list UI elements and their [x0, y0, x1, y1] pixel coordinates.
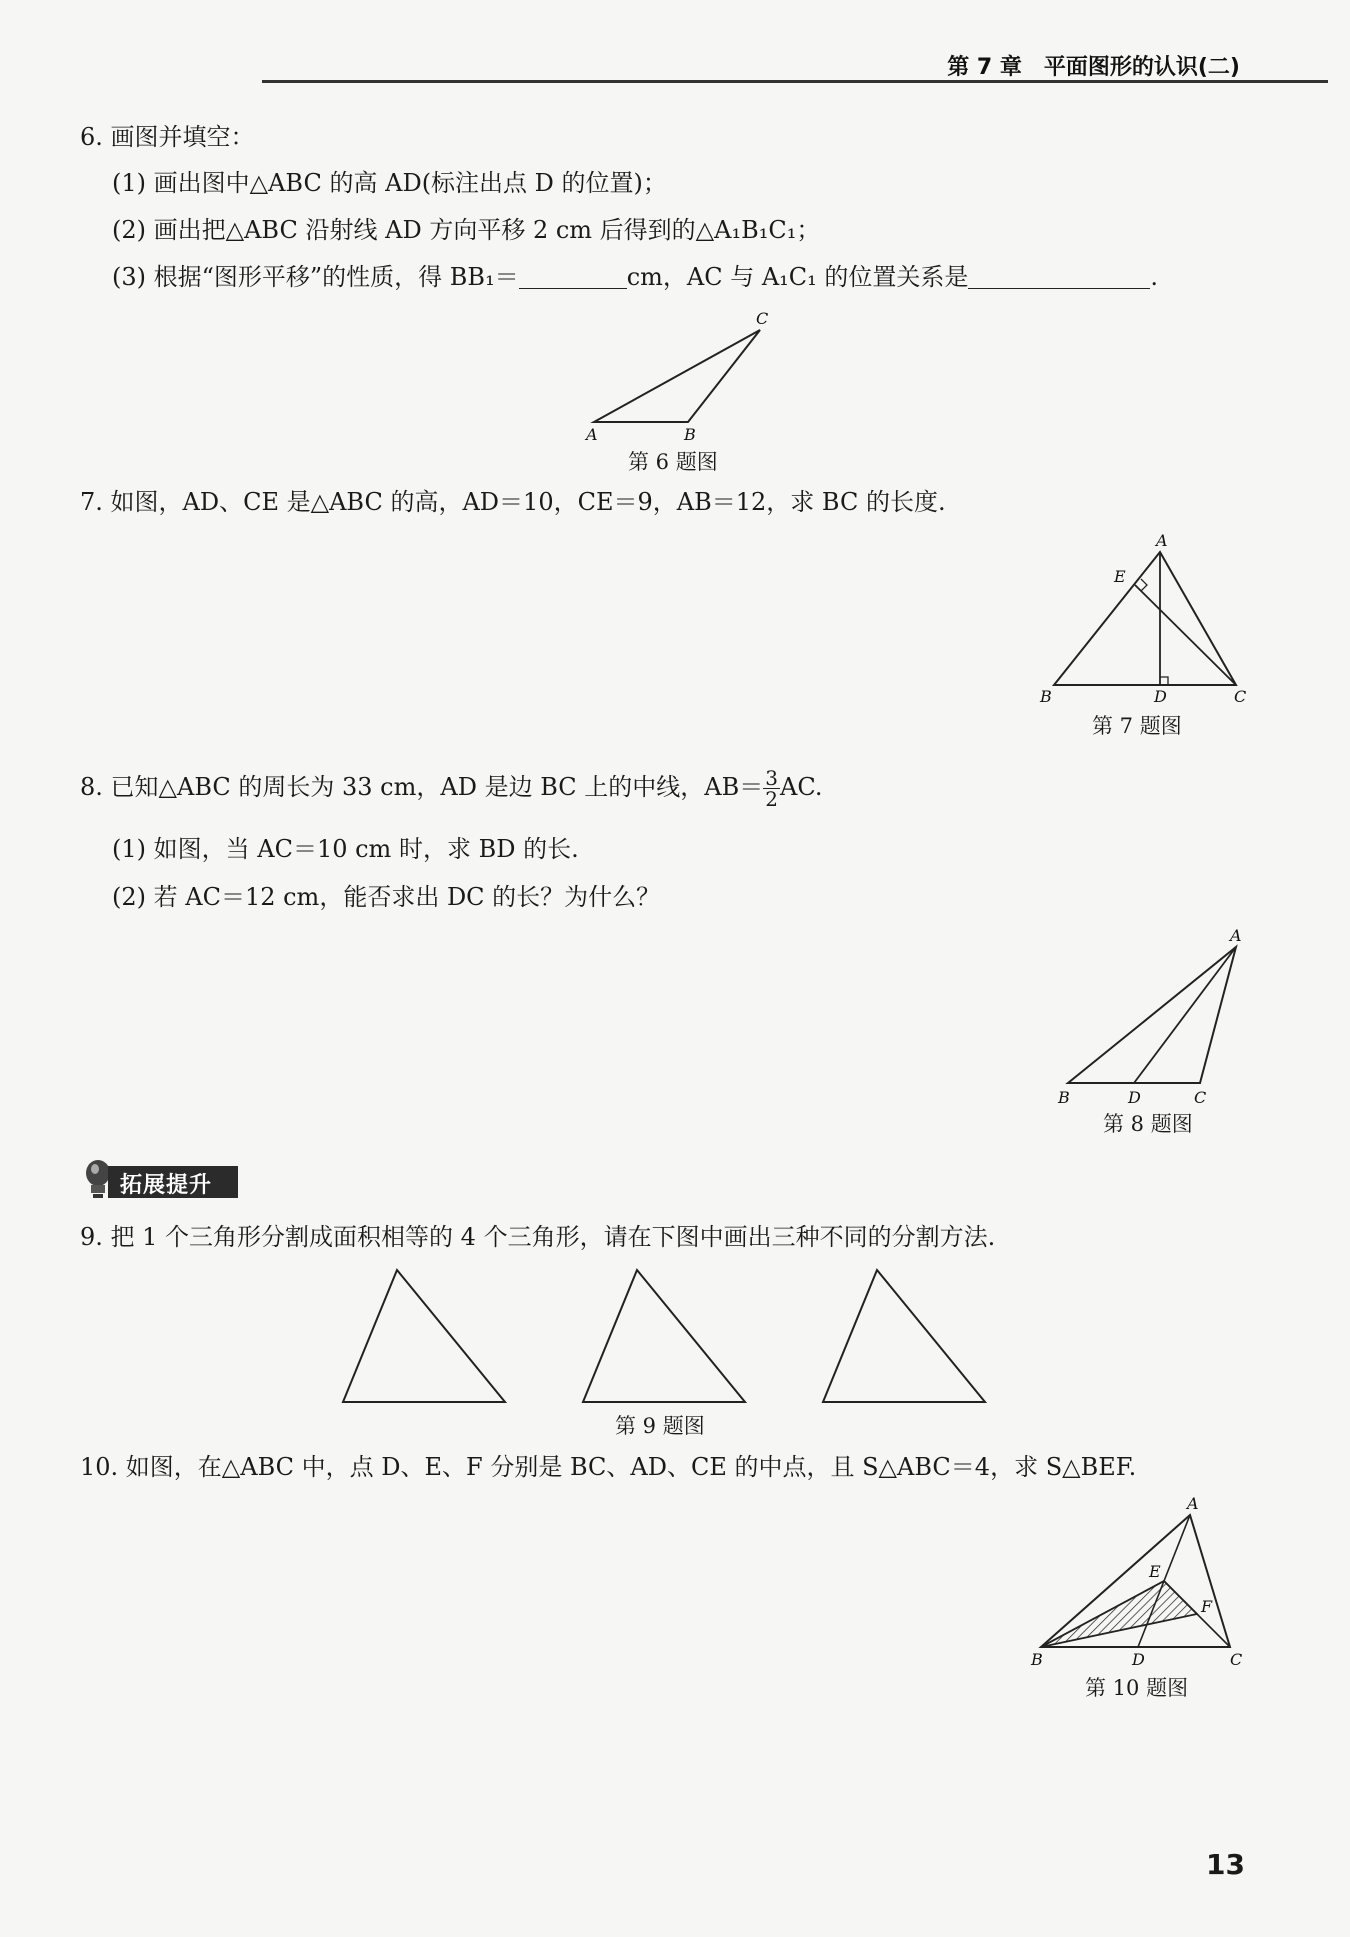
q9-triangle-3 — [815, 1262, 995, 1410]
q9-stem: 9. 把 1 个三角形分割成面积相等的 4 个三角形，请在下图中画出三种不同的分割方法. — [80, 1223, 996, 1251]
q6-triangle — [594, 330, 760, 422]
q8-label-c: C — [1194, 1088, 1207, 1107]
q6-label-a: A — [586, 425, 598, 444]
q6-part3 — [112, 262, 1158, 292]
q10-stem: 10. 如图，在△ABC 中，点 D、E、F 分别是 BC、AD、CE 的中点，且 S△ABC＝4，求 S△BEF. — [80, 1453, 1137, 1481]
q9-triangle-2 — [575, 1262, 755, 1410]
q7-label-d: D — [1154, 687, 1167, 706]
q8-part2: (2) 若 AC＝12 cm，能否求出 DC 的长？为什么？ — [112, 883, 661, 911]
q6-caption: 第 6 题图 — [628, 450, 718, 474]
q7-label-b: B — [1040, 687, 1052, 706]
q10-label-e: E — [1149, 1562, 1161, 1581]
q6-answer-blank-1[interactable] — [519, 264, 627, 289]
q10-label-a: A — [1187, 1494, 1199, 1513]
q8-stem — [80, 768, 822, 809]
q6-part3-text-a: (3) 根据“图形平移”的性质，得 BB₁＝ — [112, 263, 519, 291]
q6-stem: 6. 画图并填空： — [80, 123, 255, 151]
q10-label-b: B — [1031, 1650, 1043, 1669]
q8-fraction — [763, 768, 780, 809]
q7-triangle-figure — [1030, 530, 1250, 710]
q7-right-angle-e — [1141, 579, 1147, 591]
q6-label-b: B — [684, 425, 696, 444]
q8-label-d: D — [1128, 1088, 1141, 1107]
q8-triangle — [1068, 947, 1236, 1083]
section-title: 拓展提升 — [120, 1173, 213, 1198]
q8-frac-numerator: 3 — [765, 766, 778, 790]
q7-label-c: C — [1234, 687, 1247, 706]
q6-part2: (2) 画出把△ABC 沿射线 AD 方向平移 2 cm 后得到的△A₁B₁C₁； — [112, 216, 821, 244]
q8-stem-text-b: AC. — [780, 773, 823, 801]
header-rule — [262, 80, 1328, 83]
q7-label-a: A — [1156, 531, 1168, 550]
q10-label-c: C — [1230, 1650, 1243, 1669]
q7-triangle — [1054, 552, 1236, 685]
q10-shaded-triangle-bef — [1041, 1581, 1197, 1647]
q7-label-e: E — [1114, 567, 1126, 586]
q7-right-angle-d — [1160, 677, 1168, 685]
q8-caption: 第 8 题图 — [1103, 1112, 1193, 1136]
q8-stem-text-a: 8. 已知△ABC 的周长为 33 cm，AD 是边 BC 上的中线，AB＝ — [80, 773, 764, 801]
q6-part3-text-c: . — [1150, 263, 1159, 291]
q10-label-f: F — [1201, 1597, 1213, 1616]
q8-label-b: B — [1058, 1088, 1070, 1107]
q10-label-d: D — [1132, 1650, 1145, 1669]
q10-triangle-figure — [1025, 1495, 1250, 1675]
q6-part3-text-b: cm，AC 与 A₁C₁ 的位置关系是 — [626, 263, 969, 291]
q8-frac-denominator: 2 — [765, 787, 778, 811]
q8-label-a: A — [1230, 926, 1242, 945]
chapter-header: 第 7 章 平面图形的认识(二) — [947, 55, 1240, 80]
q6-answer-blank-2[interactable] — [968, 264, 1150, 289]
q9-triangle-1 — [335, 1262, 515, 1410]
q9-caption: 第 9 题图 — [615, 1414, 705, 1438]
page-number: 13 — [1206, 1848, 1245, 1881]
q7-altitude-ce — [1135, 585, 1236, 685]
q8-median-ad — [1134, 947, 1236, 1083]
q6-triangle-figure — [580, 310, 780, 445]
q7-stem: 7. 如图，AD、CE 是△ABC 的高，AD＝10，CE＝9，AB＝12，求 BC 的长度. — [80, 488, 946, 516]
q6-label-c: C — [756, 309, 769, 328]
q8-part1: (1) 如图，当 AC＝10 cm 时，求 BD 的长. — [112, 835, 579, 863]
q8-triangle-figure — [1050, 925, 1250, 1110]
q6-part1: (1) 画出图中△ABC 的高 AD(标注出点 D 的位置)； — [112, 169, 667, 197]
q7-caption: 第 7 题图 — [1092, 714, 1182, 738]
q10-caption: 第 10 题图 — [1085, 1676, 1189, 1700]
